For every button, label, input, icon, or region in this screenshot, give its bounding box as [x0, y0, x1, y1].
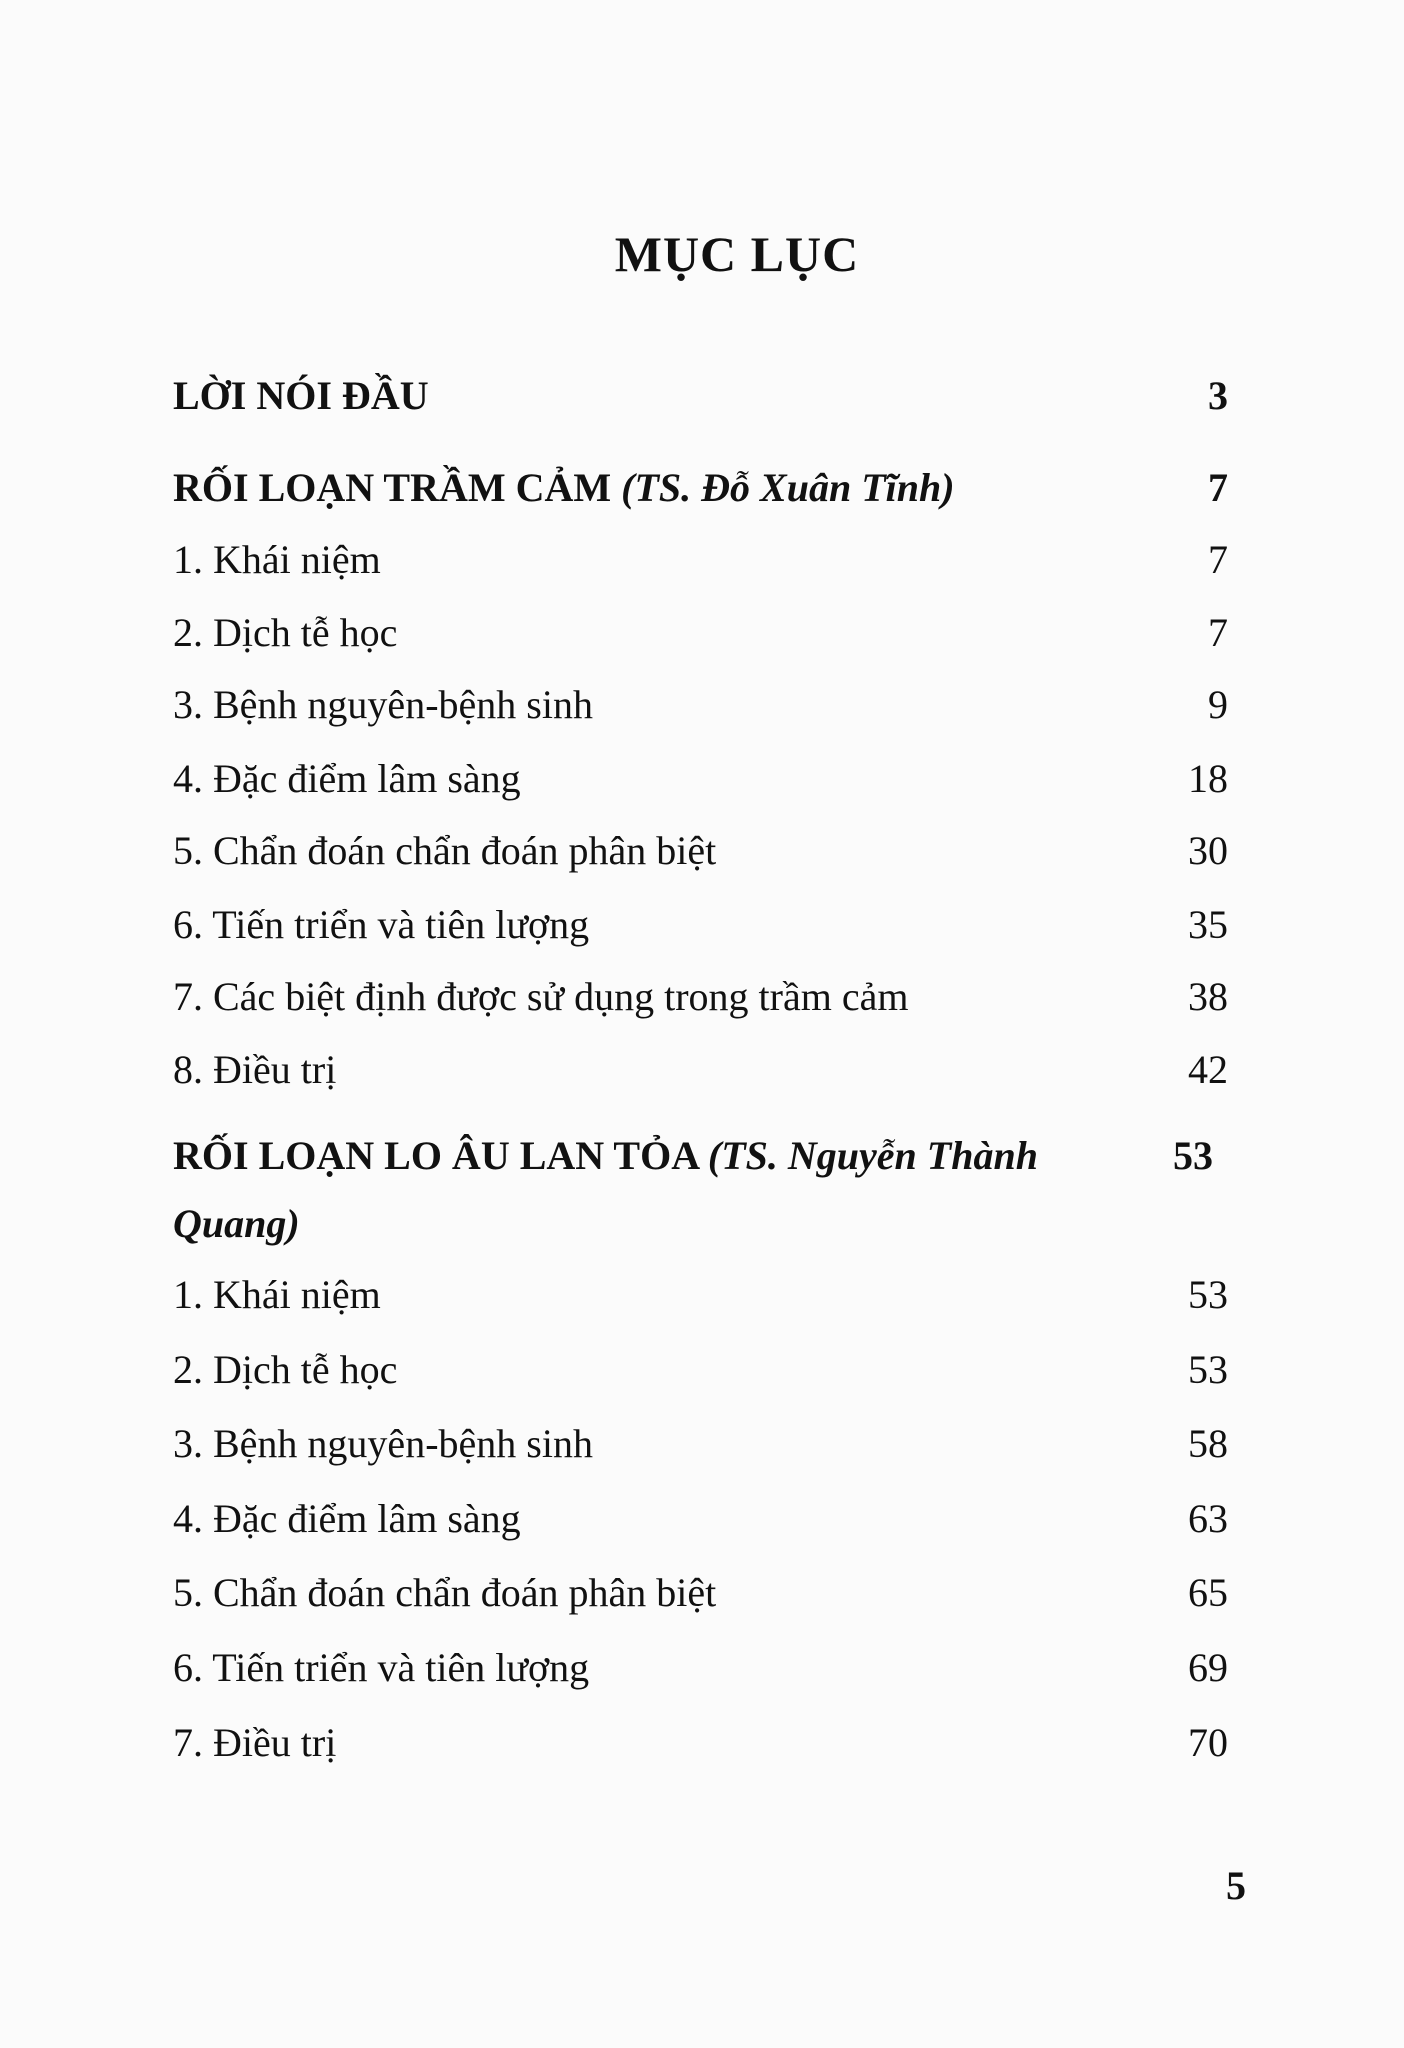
toc-section-author: (TS. Đỗ Xuân Tĩnh)	[621, 465, 955, 510]
toc-entry-label: 1. Khái niệm	[173, 1272, 381, 1317]
toc-section-author: (TS. Nguyễn Thành Quang)	[173, 1133, 1038, 1246]
toc-entry-label: 4. Đặc điểm lâm sàng	[173, 1496, 521, 1541]
toc-entry	[173, 751, 1228, 807]
toc-section-title: RỐI LOẠN LO ÂU LAN TỎA	[173, 1133, 708, 1178]
toc-entry	[173, 532, 1228, 588]
toc-entry	[173, 1491, 1228, 1547]
toc-entry-label: 5. Chẩn đoán chẩn đoán phân biệt	[173, 828, 717, 873]
toc-entry-page: 42	[1188, 1047, 1228, 1092]
toc-entry	[173, 605, 1228, 661]
toc-entry-page: 53	[1188, 1272, 1228, 1317]
toc-entry-label: 1. Khái niệm	[173, 537, 381, 582]
toc-entry	[173, 1715, 1228, 1771]
toc-entry-page: 53	[1188, 1347, 1228, 1392]
toc-entry-page: 35	[1188, 902, 1228, 947]
toc-entry-depression	[173, 460, 1228, 516]
toc-entry-label: 2. Dịch tễ học	[173, 1347, 398, 1392]
toc-entry-preface	[173, 368, 1228, 424]
toc-entry	[173, 823, 1228, 879]
toc-entry-label: 6. Tiến triển và tiên lượng	[173, 1645, 590, 1690]
toc-entry-label: 7. Các biệt định được sử dụng trong trầm cảm	[173, 974, 909, 1019]
toc-entry-label: 3. Bệnh nguyên-bệnh sinh	[173, 1421, 593, 1466]
toc-entry	[173, 1267, 1228, 1323]
toc-entry-page: 70	[1188, 1720, 1228, 1765]
toc-entry-page: 53	[1173, 1133, 1213, 1178]
toc-entry-page: 65	[1188, 1570, 1228, 1615]
toc-entry	[173, 1342, 1228, 1398]
toc-entry-page: 18	[1188, 756, 1228, 801]
toc-entry-page: 3	[1208, 373, 1228, 418]
toc-entry-page: 58	[1188, 1421, 1228, 1466]
toc-entry-label: 8. Điều trị	[173, 1047, 337, 1092]
toc-entry	[173, 969, 1228, 1025]
toc-entry-page: 7	[1208, 537, 1228, 582]
toc-entry	[173, 897, 1228, 953]
page-title: MỤC LỤC	[614, 226, 860, 282]
toc-entry-label: 6. Tiến triển và tiên lượng	[173, 902, 590, 947]
toc-entry-label: 7. Điều trị	[173, 1720, 337, 1765]
toc-entry-page: 69	[1188, 1645, 1228, 1690]
toc-entry	[173, 1416, 1228, 1472]
toc-entry-label: 3. Bệnh nguyên-bệnh sinh	[173, 682, 593, 727]
toc-entry-label: 5. Chẩn đoán chẩn đoán phân biệt	[173, 1570, 717, 1615]
toc-entry-page: 9	[1208, 682, 1228, 727]
footer-page-number: 5	[1226, 1863, 1246, 1908]
toc-entry	[173, 1042, 1228, 1098]
toc-entry	[173, 1640, 1228, 1696]
toc-entry-label	[173, 460, 1148, 516]
toc-entry-page: 30	[1188, 828, 1228, 873]
toc-entry	[173, 1565, 1228, 1621]
toc-entry-page: 63	[1188, 1496, 1228, 1541]
toc-section-title: RỐI LOẠN TRẦM CẢM	[173, 465, 622, 510]
toc-entry-label	[173, 368, 1148, 424]
toc-entry-label	[173, 1122, 1133, 1258]
toc-entry	[173, 677, 1228, 733]
toc-entry-page: 7	[1208, 610, 1228, 655]
toc-entry-page: 7	[1208, 465, 1228, 510]
toc-entry-label: 2. Dịch tễ học	[173, 610, 398, 655]
toc-entry-page: 38	[1188, 974, 1228, 1019]
toc-entry-anxiety	[173, 1122, 1228, 1258]
toc-entry-label: 4. Đặc điểm lâm sàng	[173, 756, 521, 801]
toc-section-title: LỜI NÓI ĐẦU	[173, 373, 429, 418]
